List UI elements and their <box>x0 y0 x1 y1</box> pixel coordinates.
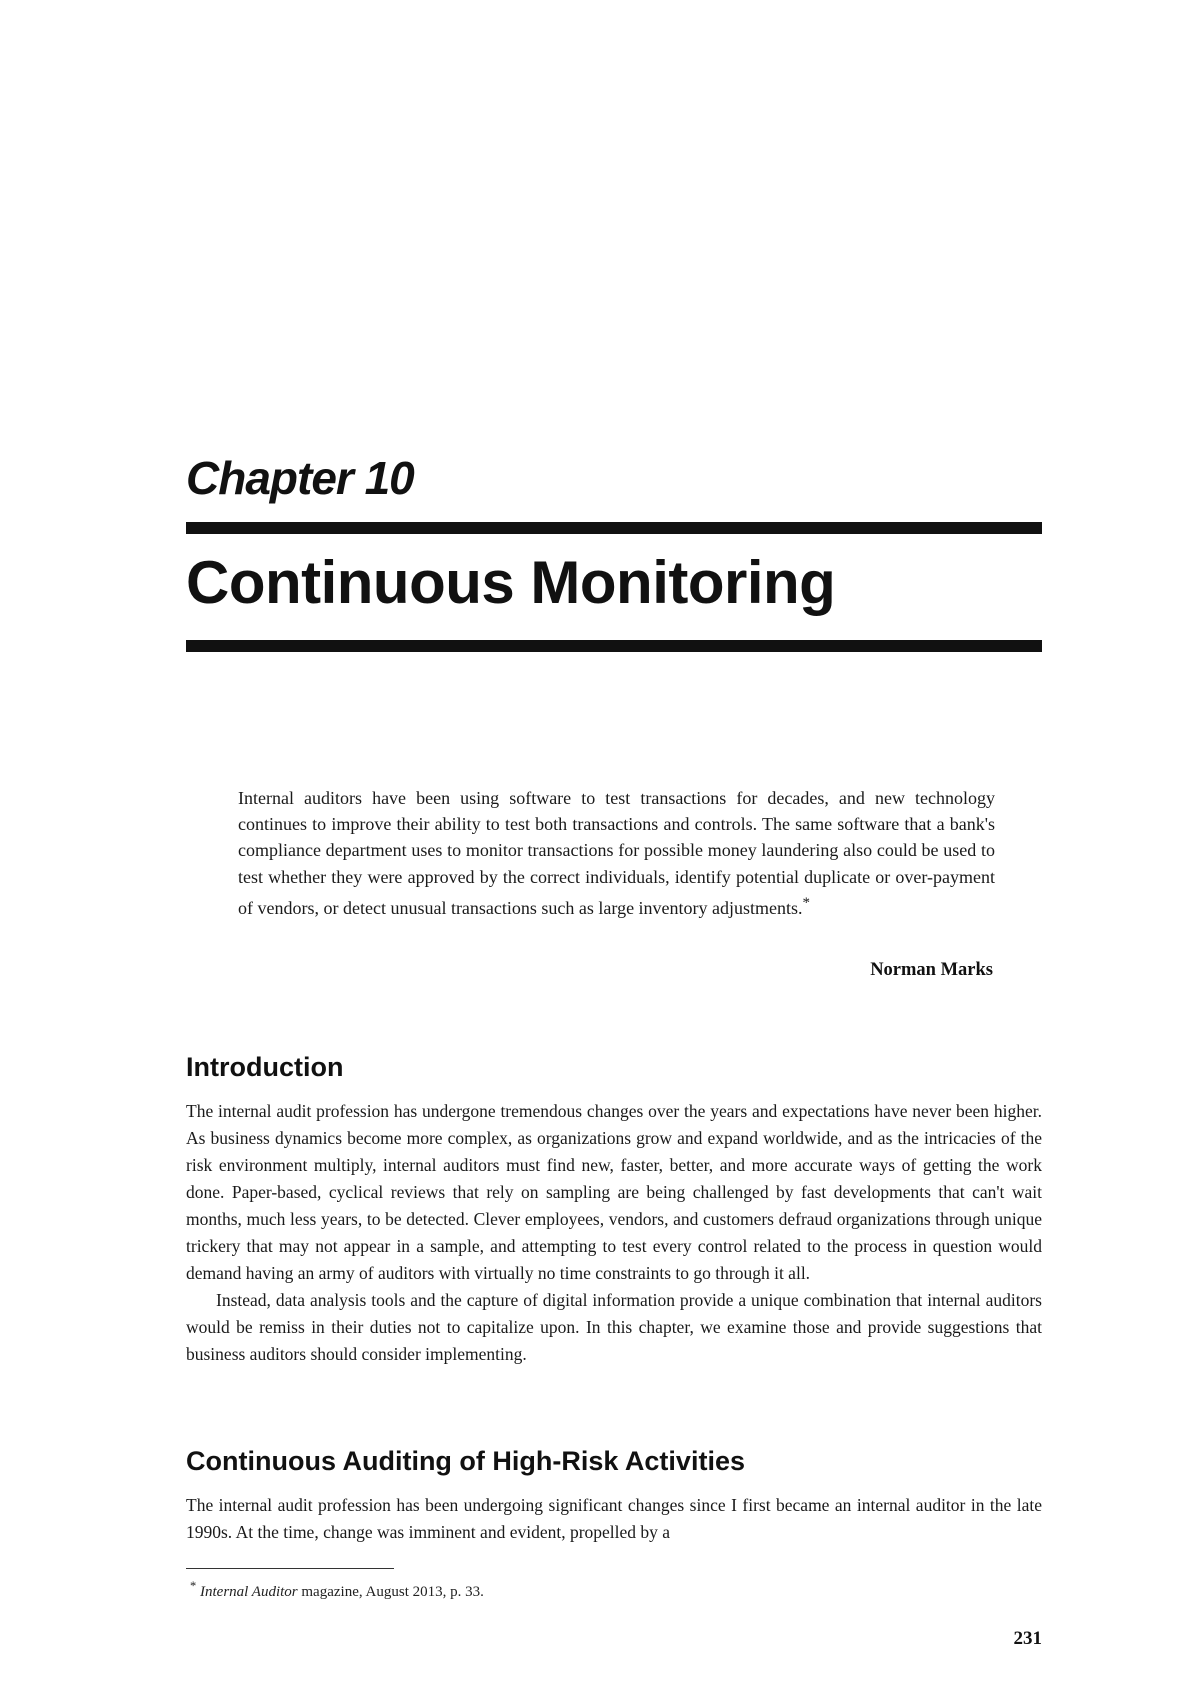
body-paragraph: The internal audit profession has undergone tremendous changes over the years and expectations have never been higher. As business dynamics become more complex, as organizations grow and expand worldwide, and as the intricacies of the risk environment multiply, internal auditors must find new, faster, better, and more accurate ways of getting the work done. Paper-based, cyclical reviews that rely on sampling are being challenged by fast developments that can't wait months, much less years, to be detected. Clever employees, vendors, and customers defraud organizations through unique trickery that may not appear in a sample, and attempting to test every control related to the process in question would demand having an army of auditors with virtually no time constraints to go through it all. <box>186 1101 1042 1283</box>
footnote-magazine-title: Internal Auditor <box>200 1584 298 1600</box>
body-paragraph: Instead, data analysis tools and the capture of digital information provide a unique combination that internal auditors would be remiss in their duties not to capitalize upon. In this chapter, we examine those and provide suggestions that business auditors should consider implementing. <box>186 1290 1042 1364</box>
footnote-citation: magazine, August 2013, p. 33. <box>297 1584 484 1600</box>
continuous-auditing-body <box>186 1492 1042 1546</box>
chapter-title: Continuous Monitoring <box>186 549 836 616</box>
footnote-divider <box>186 1568 394 1569</box>
footnote-marker: * <box>190 1579 197 1593</box>
footnote <box>190 1576 484 1602</box>
chapter-label: Chapter 10 <box>186 452 414 504</box>
title-rule-bottom <box>186 640 1042 652</box>
epigraph-note-marker: * <box>802 894 811 911</box>
epigraph-author: Norman Marks <box>870 960 993 980</box>
epigraph <box>238 785 995 921</box>
section-heading-introduction: Introduction <box>186 1052 344 1082</box>
epigraph-text: Internal auditors have been using software to test transactions for decades, and new technology continues to improve their ability to test both transactions and controls. The same software that a bank's compliance department uses to monitor transactions for possible money laundering also could be used to test whether they were approved by the correct individuals, identify potential duplicate or over-payment of vendors, or detect unusual transactions such as large inventory adjustments. <box>238 788 995 918</box>
body-paragraph: The internal audit profession has been undergoing significant changes since I first became an internal auditor in the late 1990s. At the time, change was imminent and evident, propelled by a <box>186 1495 1042 1542</box>
page-number: 231 <box>1013 1628 1042 1649</box>
introduction-body <box>186 1098 1042 1368</box>
epigraph-paragraph <box>238 785 995 921</box>
section-heading-continuous-auditing: Continuous Auditing of High-Risk Activities <box>186 1446 745 1476</box>
title-rule-top <box>186 522 1042 534</box>
